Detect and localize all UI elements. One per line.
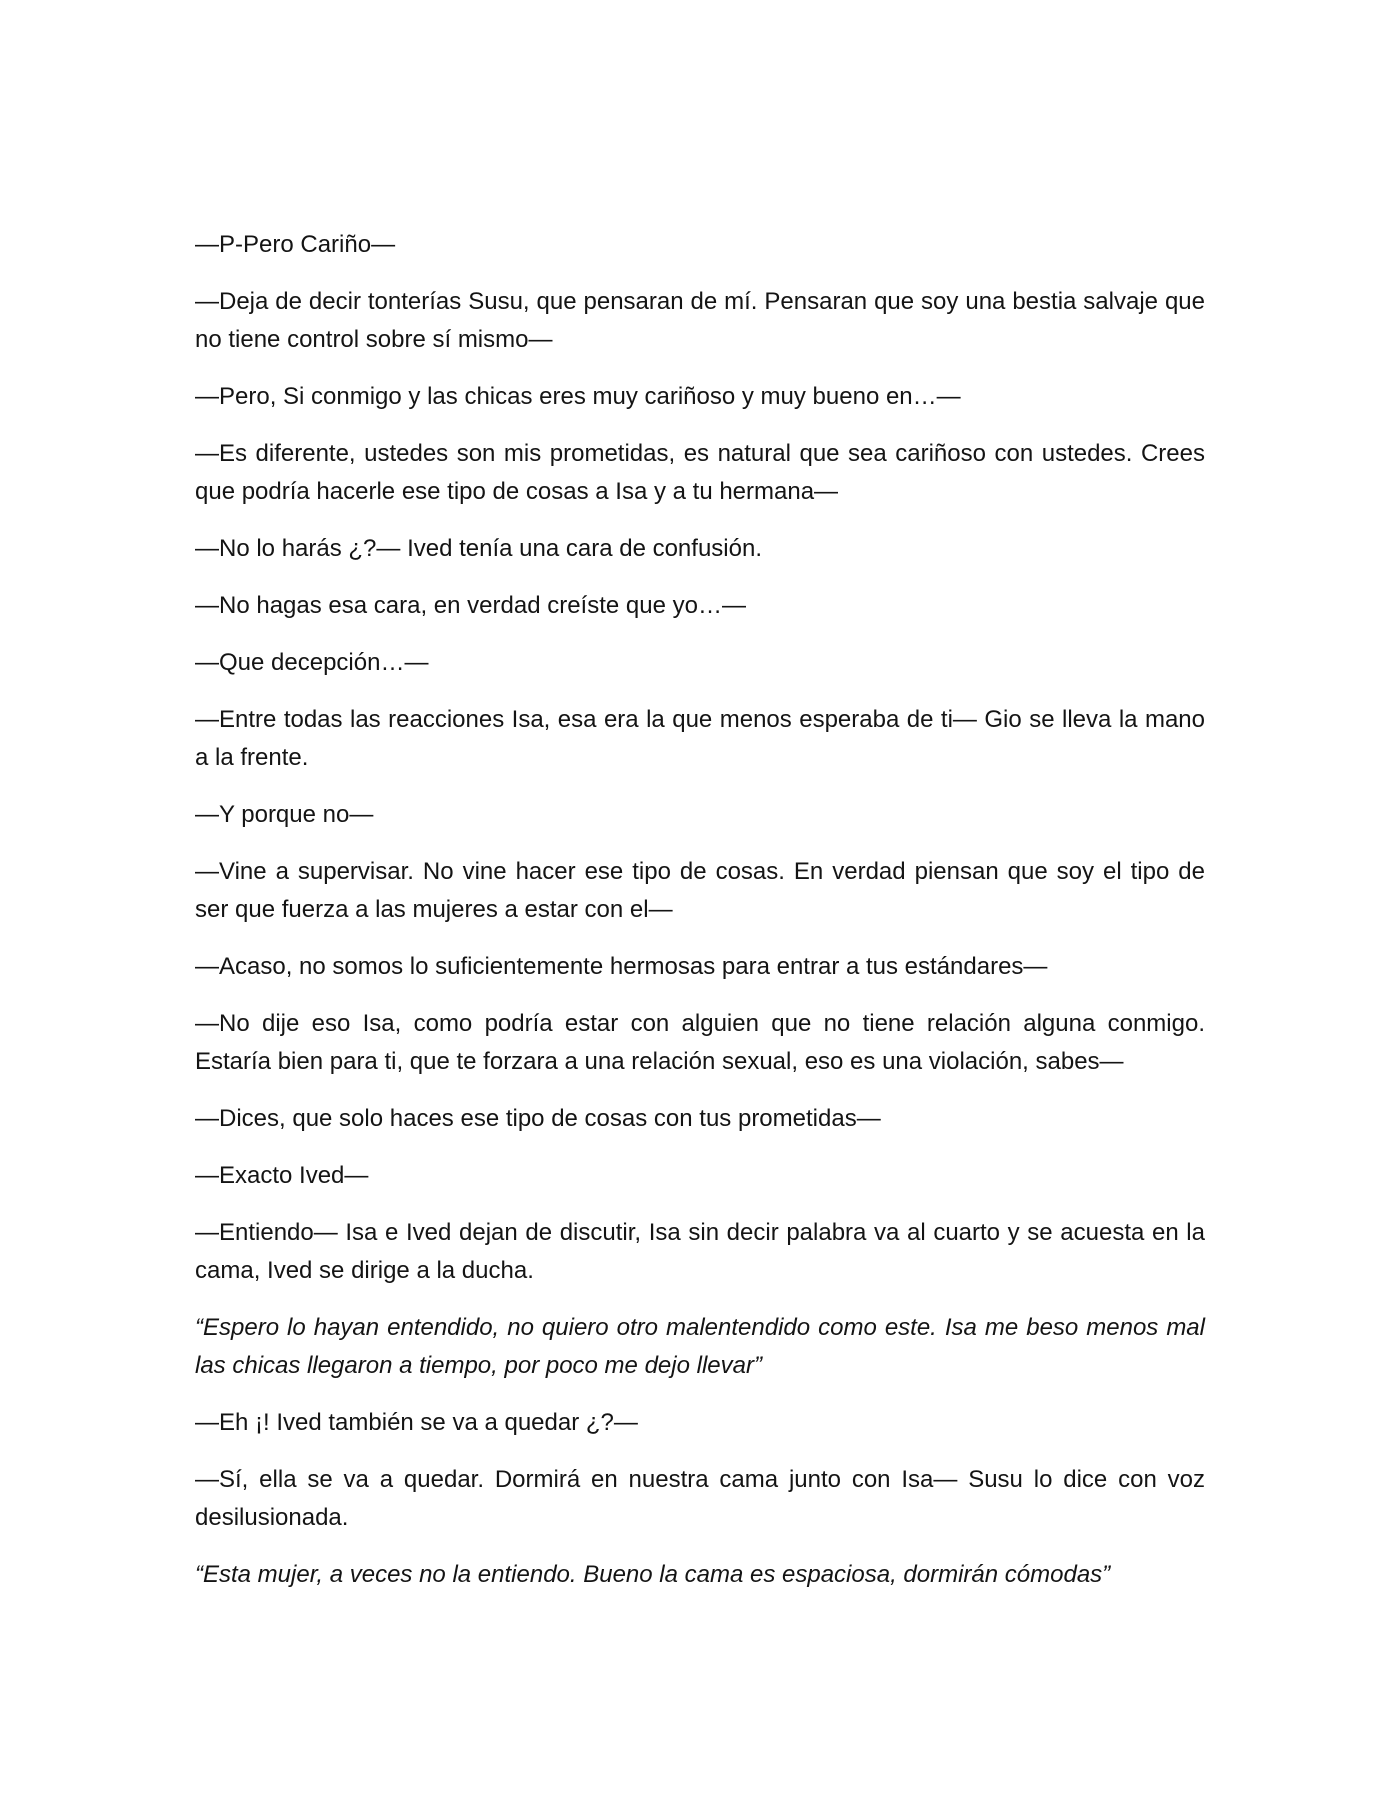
paragraph: —Pero, Si conmigo y las chicas eres muy cariñoso y muy bueno en…—	[195, 383, 961, 410]
paragraph: —Acaso, no somos lo suficientemente hermosas para entrar a tus estándares—	[195, 953, 1048, 980]
paragraph: —No hagas esa cara, en verdad creíste que yo…—	[195, 592, 746, 619]
paragraph: —Que decepción…—	[195, 649, 429, 676]
paragraph: —Y porque no—	[195, 801, 374, 828]
paragraph: —Deja de decir tonterías Susu, que pensaran de mí. Pensaran que soy una bestia salvaje que no tiene control sobre sí mismo—	[195, 288, 1205, 353]
paragraph: —Es diferente, ustedes son mis prometidas, es natural que sea cariñoso con ustedes. Crees que podría hacerle ese tipo de cosas a Isa y a tu hermana—	[195, 440, 1205, 505]
thought-paragraph: “Esta mujer, a veces no la entiendo. Bueno la cama es espaciosa, dormirán cómodas”	[195, 1561, 1111, 1588]
paragraph: —Dices, que solo haces ese tipo de cosas con tus prometidas—	[195, 1105, 881, 1132]
paragraph: —Vine a supervisar. No vine hacer ese tipo de cosas. En verdad piensan que soy el tipo de ser que fuerza a las mujeres a estar con el—	[195, 858, 1205, 923]
paragraph: —P-Pero Cariño—	[195, 231, 396, 258]
paragraph: —Eh ¡! Ived también se va a quedar ¿?—	[195, 1409, 638, 1436]
paragraph: —No dije eso Isa, como podría estar con alguien que no tiene relación alguna conmigo. Estaría bien para ti, que te forzara a una relación sexual, eso es una violación, sabes—	[195, 1010, 1205, 1075]
thought-paragraph: “Espero lo hayan entendido, no quiero otro malentendido como este. Isa me beso menos mal las chicas llegaron a tiempo, por poco me dejo llevar”	[195, 1314, 1205, 1379]
document-body	[195, 226, 1205, 1613]
paragraph: —No lo harás ¿?— Ived tenía una cara de confusión.	[195, 535, 762, 562]
paragraph: —Entiendo— Isa e Ived dejan de discutir, Isa sin decir palabra va al cuarto y se acuesta en la cama, Ived se dirige a la ducha.	[195, 1219, 1205, 1284]
paragraph: —Exacto Ived—	[195, 1162, 369, 1189]
paragraph: —Entre todas las reacciones Isa, esa era la que menos esperaba de ti— Gio se lleva la mano a la frente.	[195, 706, 1205, 771]
paragraph: —Sí, ella se va a quedar. Dormirá en nuestra cama junto con Isa— Susu lo dice con voz desilusionada.	[195, 1466, 1205, 1531]
